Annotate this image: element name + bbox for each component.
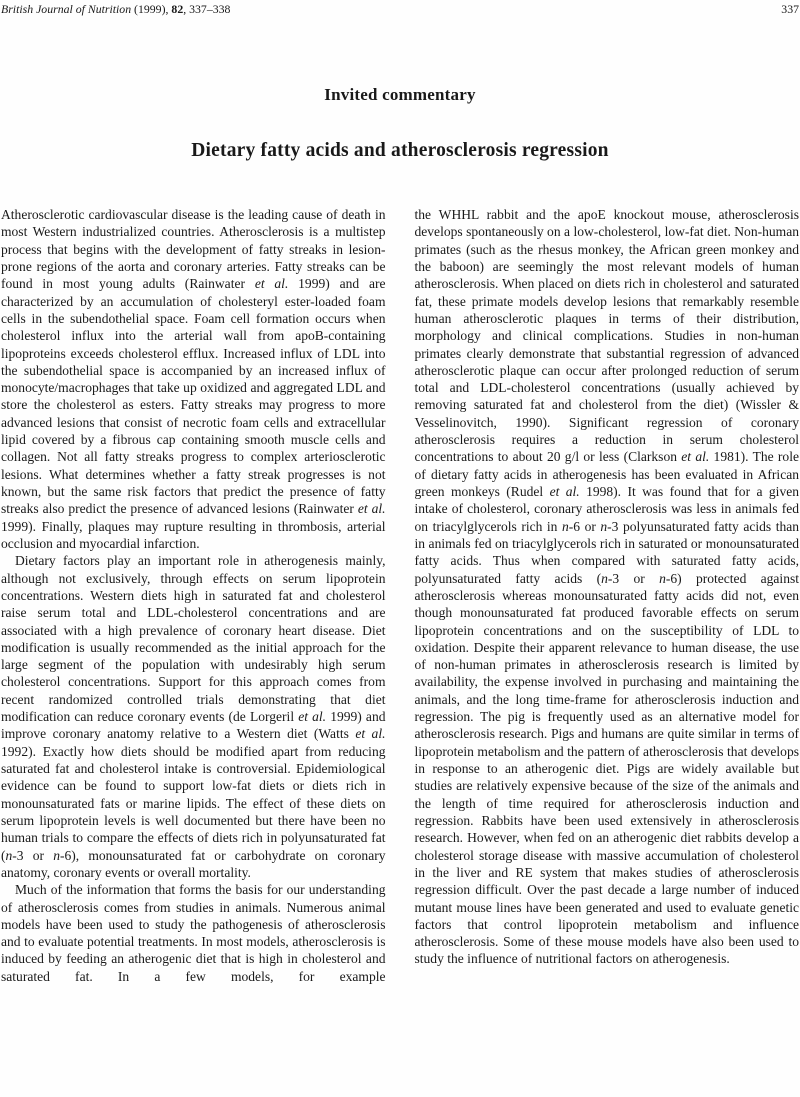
left-column bbox=[1, 206, 386, 985]
paragraph-dietary-factors: Dietary factors play an important role in atherogenesis mainly, although not exclusively, through effects on serum lipoprotein concentrations. Western diets high in saturated fat and cholesterol raise serum total and LDL-cholesterol concentrations and are associated with a high prevalence of coronary heart disease. Diet modification is usually recommended as the initial approach for the large segment of the population with undesirably high serum cholesterol concentrations. Support for this approach comes from recent randomized controlled trials demonstrating that diet modification can reduce coronary events (de Lorgeril et al. 1999) and improve coronary anatomy relative to a Western diet (Watts et al. 1992). Exactly how diets should be modified apart from reducing saturated fat and cholesterol intake is controversial. Epidemiological evidence can be found to support low-fat diets or diets rich in monounsaturated fats or marine lipids. The effect of these diets on serum lipoprotein levels is well documented but there have been no human trials to compare the effects of diets rich in polyunsaturated fat (n-3 or n-6), monounsaturated fat or carbohydrate on coronary anatomy, coronary events or overall mortality. bbox=[1, 553, 386, 880]
right-column bbox=[415, 206, 800, 985]
article-body bbox=[1, 206, 799, 985]
paragraph-animal-models-part-2: the WHHL rabbit and the apoE knockout mouse, atherosclerosis develops spontaneously on a low-cholesterol, low-fat diet. Non-human primates (such as the rhesus monkey, the African green monkey and the baboon) are seemingly the most relevant models of human atherosclerosis. When placed on diets rich in cholesterol and saturated fat, these primate models develop lesions that remarkably resemble human atherosclerotic plaques in terms of their distribution, morphology and clinical complications. Studies in non-human primates clearly demonstrate that substantial regression of advanced atherosclerotic plaque can occur after prolonged reduction of serum total and LDL-cholesterol concentrations (usually achieved by removing saturated fat and cholesterol from the diet) (Wissler & Vesselinovitch, 1990). Significant regression of coronary atherosclerosis requires a reduction in serum cholesterol concentrations to about 20 g/l or less (Clarkson et al. 1981). The role of dietary fatty acids in atherogenesis has been evaluated in African green monkeys (Rudel et al. 1998). It was found that for a given intake of cholesterol, coronary atherosclerosis was less in animals fed on triacylglycerols rich in n-6 or n-3 polyunsaturated fatty acids than in animals fed on triacylglycerols rich in saturated or monounsaturated fatty acids. Thus when compared with saturated fatty acids, polyunsaturated fatty acids (n-3 or n-6) protected against atherosclerosis whereas monounsaturated fatty acids did not, even though monounsaturated fat produced favorable effects on serum lipoprotein concentrations and on the susceptibility of LDL to oxidation. Despite their apparent relevance to human disease, the use of non-human primates in atherosclerosis research is limited by availability, the expense involved in purchasing and maintaining the animals, and the long time-frame for atherosclerosis induction and regression. The pig is frequently used as an alternative model for atherosclerosis research. Pigs and humans are quite similar in terms of lipoprotein metabolism and the pattern of atherosclerosis that develops in response to an atherogenic diet. Pigs are widely available but studies are relatively expensive because of the size of the animals and the length of time required for atherosclerosis induction and regression. Rabbits have been used extensively in atherosclerosis research. However, when fed on an atherogenic diet rabbits develop a cholesterol storage disease with massive accumulation of cholesterol in the liver and RE system that makes studies of atherosclerosis regression difficult. Over the past decade a large number of induced mutant mouse lines have been generated and used to evaluate genetic factors that control lipoprotein metabolism and influence atherosclerosis. Some of these mouse models have also been used to study the influence of nutritional factors on atherogenesis. bbox=[414, 207, 800, 967]
page-number: 337 bbox=[781, 2, 799, 16]
article-type-heading: Invited commentary bbox=[324, 85, 476, 104]
paragraph-intro: Atherosclerotic cardiovascular disease is the leading cause of death in most Western industrialized countries. Atherosclerosis is a multistep process that begins with the development of fatty streaks in lesion-prone regions of the aorta and coronary arteries. Fatty streaks can be found in most young adults (Rainwater et al. 1999) and are characterized by an accumulation of cholesteryl ester-loaded foam cells in the subendothelial space. Foam cell formation occurs when cholesterol influx into the arterial wall from apoB-containing lipoproteins exceeds cholesterol efflux. Increased influx of LDL into the subendothelial space is accompanied by an increased influx of monocyte/macrophages that take up oxidized and aggregated LDL and store the cholesterol as esters. Fatty streaks may progress to more advanced lesions that consist of necrotic foam cells and extracellular lipid covered by a fibrous cap containing smooth muscle cells and collagen. Not all fatty streaks progress to complex arteriosclerotic lesions. What determines whether a fatty streak progresses is not known, but the same risk factors that predict the presence of fatty streaks also predict the presence of advanced lesions (Rainwater et al. 1999). Finally, plaques may rupture resulting in thrombosis, arterial occlusion and myocardial infarction. bbox=[1, 207, 386, 551]
article-title: Dietary fatty acids and atherosclerosis regression bbox=[191, 140, 609, 161]
paragraph-animal-models-part-1: Much of the information that forms the basis for our understanding of atherosclerosis comes from studies in animals. Numerous animal models have been used to study the pathogenesis of atherosclerosis and to evaluate potential treatments. In most models, atherosclerosis is induced by feeding an atherogenic diet that is high in cholesterol and saturated fat. In a few models, for example bbox=[1, 882, 386, 984]
running-head bbox=[1, 2, 799, 17]
journal-citation: British Journal of Nutrition (1999), 82, 337–338 bbox=[1, 2, 231, 16]
